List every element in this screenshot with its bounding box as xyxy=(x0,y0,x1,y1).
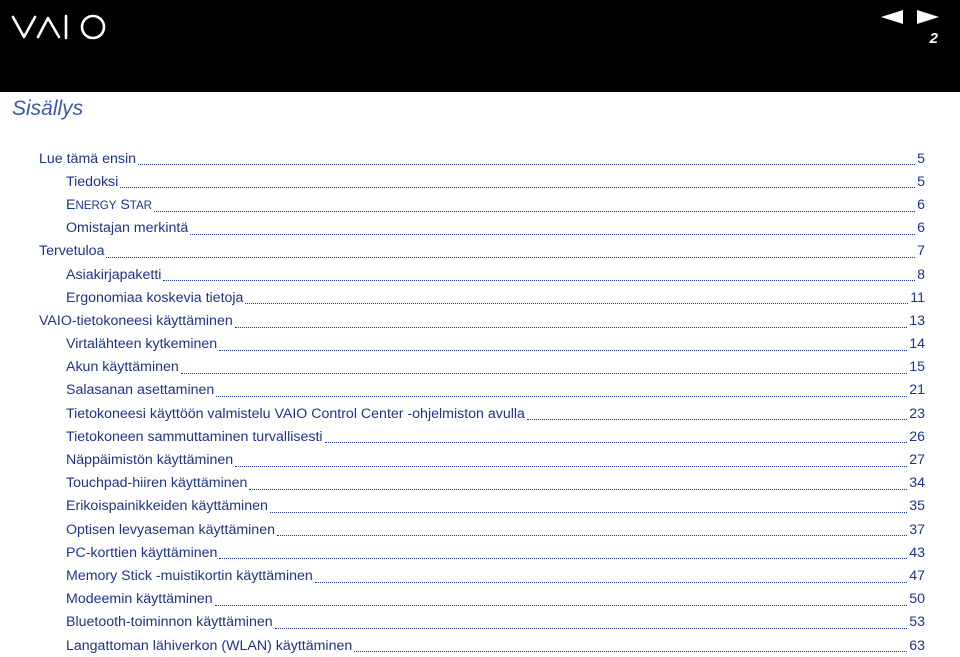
toc-entry-label: Ergonomiaa koskevia tietoja xyxy=(66,289,244,306)
arrow-left-icon[interactable] xyxy=(881,10,903,24)
toc-entry-label: Erikoispainikkeiden käyttäminen xyxy=(66,498,268,515)
toc-entry-label: Salasanan asettaminen xyxy=(66,382,215,399)
toc-entry[interactable] xyxy=(0,147,960,170)
dot-leader xyxy=(216,388,907,397)
toc-entry-label: Tietokoneesi käyttöön valmistelu VAIO Control Center -ohjelmiston avulla xyxy=(66,405,525,422)
toc-entry-label: Touchpad-hiiren käyttäminen xyxy=(66,475,248,492)
toc-entry-page: 23 xyxy=(909,405,925,422)
dot-leader xyxy=(249,481,907,490)
toc-entry-label: Lue tämä ensin xyxy=(39,150,137,167)
toc-entry-page: 37 xyxy=(909,521,925,538)
page-header xyxy=(0,0,960,92)
toc-entry-label: Memory Stick -muistikortin käyttäminen xyxy=(66,567,313,584)
toc-entry[interactable] xyxy=(0,263,960,286)
toc-entry-page: 34 xyxy=(909,475,925,492)
toc-entry-page: 7 xyxy=(917,243,925,260)
toc-entry-page: 21 xyxy=(909,382,925,399)
dot-leader xyxy=(245,295,908,304)
dot-leader xyxy=(120,179,915,188)
toc-entry-page: 11 xyxy=(910,289,925,306)
dot-leader xyxy=(163,272,915,281)
toc-entry-label: Optisen levyaseman käyttäminen xyxy=(66,521,275,538)
toc-entry-page: 47 xyxy=(909,567,925,584)
dot-leader xyxy=(219,342,907,351)
toc-entry[interactable] xyxy=(0,541,960,564)
toc-entry-page: 15 xyxy=(909,359,925,376)
toc-entry[interactable] xyxy=(0,425,960,448)
dot-leader xyxy=(219,550,907,559)
toc-entry[interactable] xyxy=(0,356,960,379)
toc-entry-page: 43 xyxy=(909,544,925,561)
toc-entry-label: Tiedoksi xyxy=(66,173,119,190)
toc-entry-label: Virtalähteen kytkeminen xyxy=(66,336,218,353)
vaio-logo xyxy=(11,13,123,41)
toc-entry[interactable] xyxy=(0,309,960,332)
toc-entry[interactable] xyxy=(0,634,960,657)
toc-entry-label: Modeemin käyttäminen xyxy=(66,591,213,608)
dot-leader xyxy=(315,574,907,583)
page-number: 2 xyxy=(929,30,938,47)
dot-leader xyxy=(190,226,915,235)
toc-entry-label: Bluetooth-toiminnon käyttäminen xyxy=(66,614,273,631)
table-of-contents xyxy=(0,147,960,657)
toc-entry-label: Langattoman lähiverkon (WLAN) käyttäminen xyxy=(66,637,353,654)
dot-leader xyxy=(270,504,907,513)
toc-entry[interactable] xyxy=(0,564,960,587)
toc-entry-page: 63 xyxy=(909,637,925,654)
toc-entry[interactable] xyxy=(0,402,960,425)
toc-entry[interactable] xyxy=(0,217,960,240)
toc-entry-page: 6 xyxy=(917,220,925,237)
toc-entry-page: 8 xyxy=(917,266,925,283)
toc-entry[interactable] xyxy=(0,286,960,309)
toc-entry[interactable] xyxy=(0,379,960,402)
dot-leader xyxy=(527,411,907,420)
toc-entry[interactable] xyxy=(0,170,960,193)
toc-entry-page: 35 xyxy=(909,498,925,515)
toc-entry[interactable] xyxy=(0,333,960,356)
toc-entry-label: Akun käyttäminen xyxy=(66,359,179,376)
dot-leader xyxy=(181,365,907,374)
toc-entry-label: ENERGY STAR xyxy=(66,196,152,213)
toc-entry-page: 13 xyxy=(909,312,925,329)
toc-entry-label: Asiakirjapaketti xyxy=(66,266,162,283)
toc-entry-page: 14 xyxy=(909,336,925,353)
toc-entry-label: PC-korttien käyttäminen xyxy=(66,544,218,561)
dot-leader xyxy=(106,249,915,258)
toc-entry-label: Tietokoneen sammuttaminen turvallisesti xyxy=(66,428,323,445)
toc-entry-page: 50 xyxy=(909,591,925,608)
toc-entry[interactable] xyxy=(0,518,960,541)
dot-leader xyxy=(138,156,915,165)
toc-entry-label: Tervetuloa xyxy=(39,243,105,260)
dot-leader xyxy=(154,203,915,212)
toc-entry[interactable] xyxy=(0,448,960,471)
toc-entry-label: Omistajan merkintä xyxy=(66,220,189,237)
toc-entry-page: 5 xyxy=(917,150,925,167)
toc-entry-label: Näppäimistön käyttäminen xyxy=(66,452,234,469)
toc-entry-page: 26 xyxy=(909,428,925,445)
dot-leader xyxy=(277,527,907,536)
toc-entry-page: 5 xyxy=(917,173,925,190)
dot-leader xyxy=(235,319,907,328)
toc-entry[interactable] xyxy=(0,611,960,634)
toc-entry[interactable] xyxy=(0,588,960,611)
dot-leader xyxy=(215,597,908,606)
toc-entry-page: 53 xyxy=(909,614,925,631)
toc-entry-page: 6 xyxy=(917,196,925,213)
dot-leader xyxy=(325,434,908,443)
page-title: Sisällys xyxy=(12,97,84,120)
toc-entry[interactable] xyxy=(0,495,960,518)
dot-leader xyxy=(235,458,907,467)
dot-leader xyxy=(275,620,908,629)
toc-entry[interactable] xyxy=(0,472,960,495)
toc-entry-page: 27 xyxy=(909,452,925,469)
toc-entry-label: VAIO-tietokoneesi käyttäminen xyxy=(39,312,233,329)
toc-entry[interactable] xyxy=(0,240,960,263)
toc-entry[interactable] xyxy=(0,193,960,216)
arrow-right-icon[interactable] xyxy=(917,10,939,24)
